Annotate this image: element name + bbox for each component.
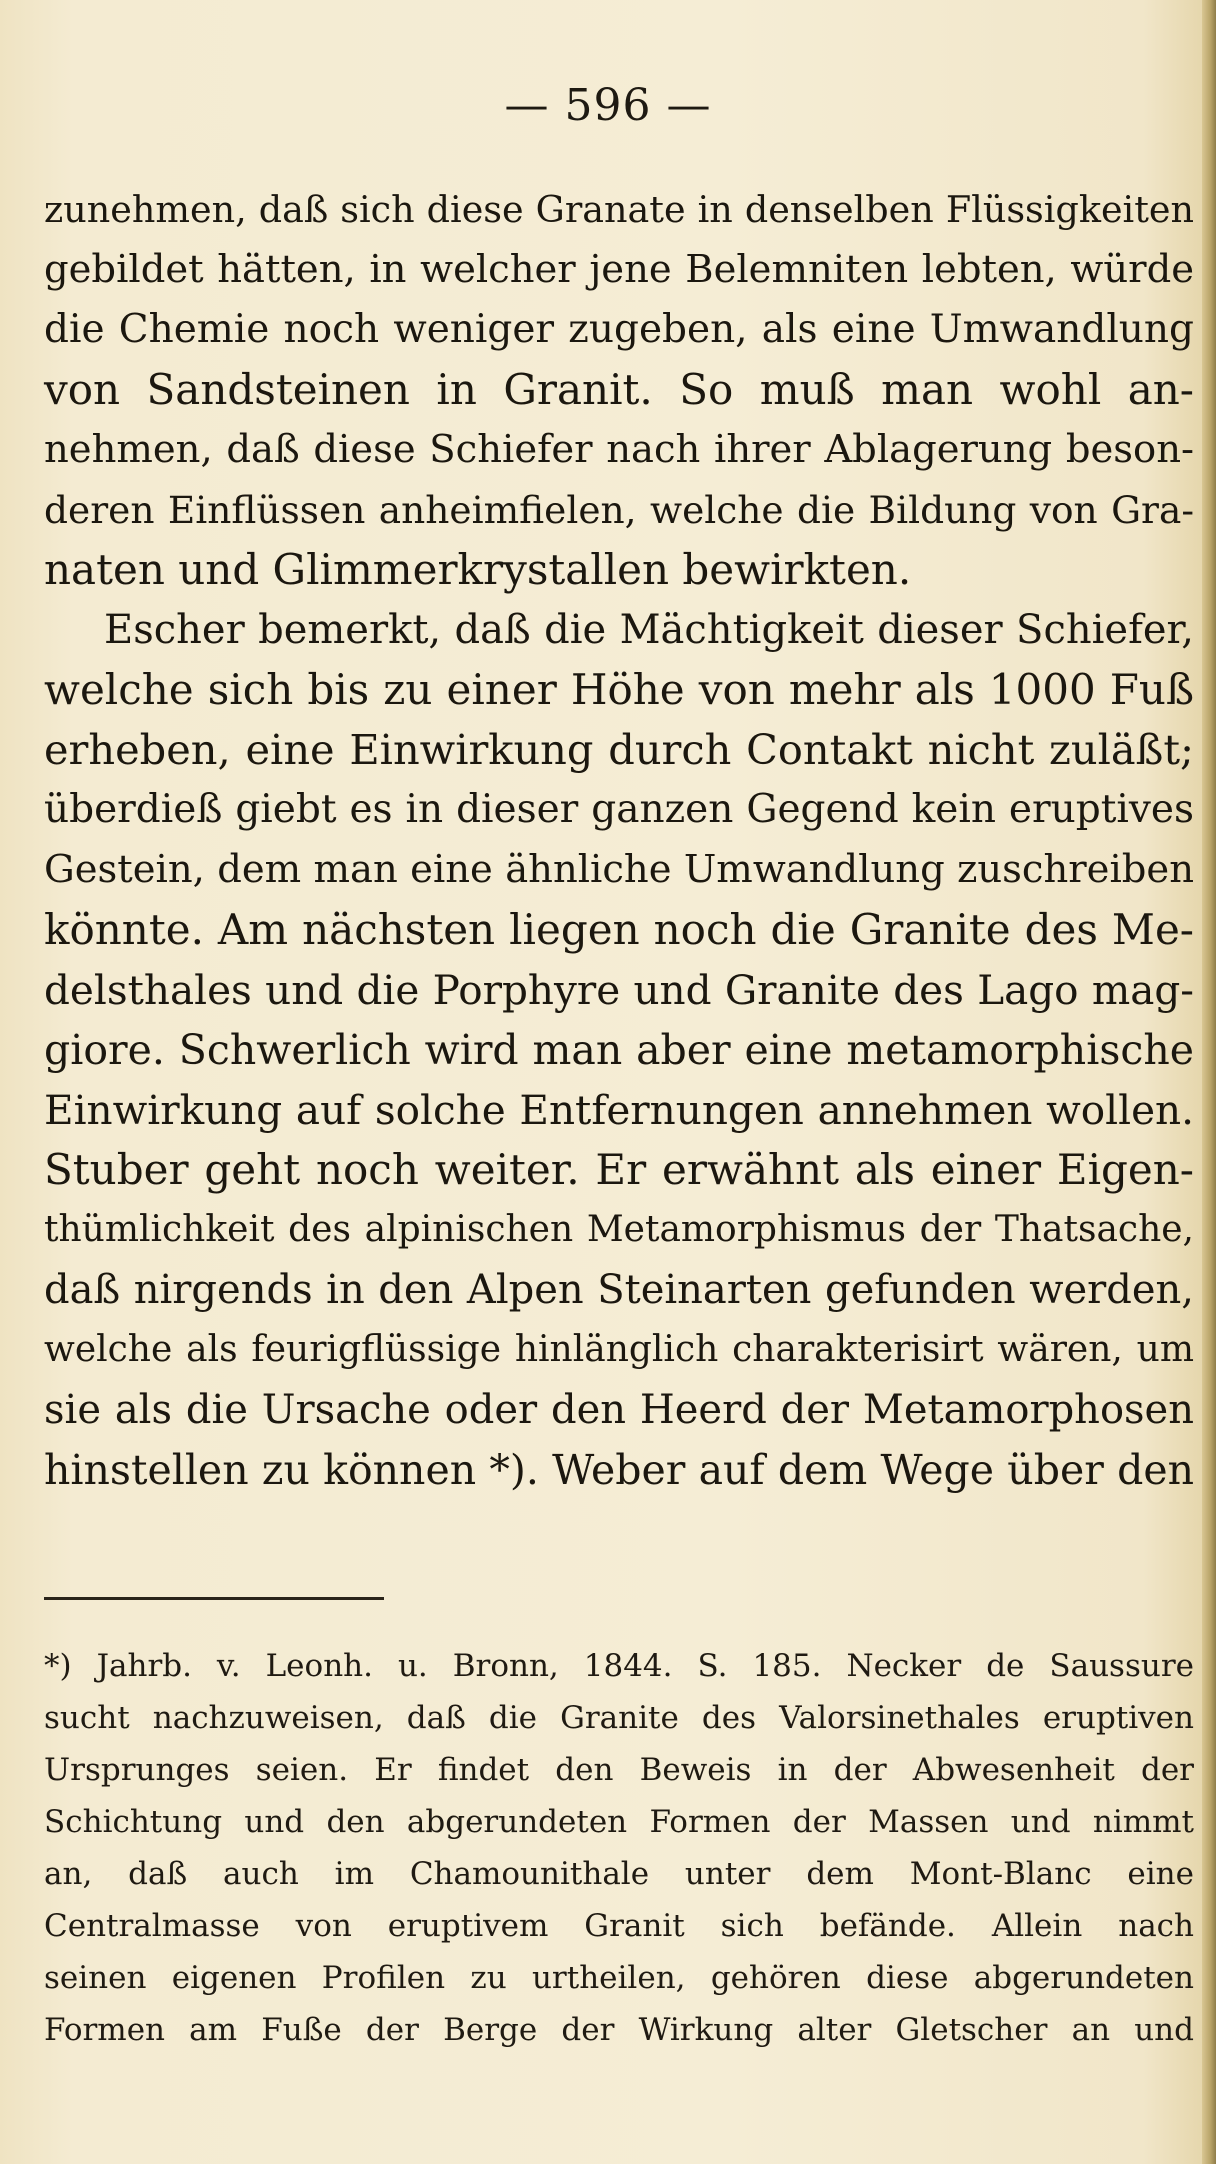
text-line: Einwirkung auf solche Entfernungen annehmen wollen. <box>44 1086 1194 1134</box>
footnote-separator-rule <box>44 1597 384 1600</box>
text-line: deren Einflüssen anheimfielen, welche die Bildung von Gra- <box>44 488 1194 532</box>
page-edge-shadow <box>1202 0 1216 2164</box>
text-line: naten und Glimmerkrystallen bewirkten. <box>44 545 912 594</box>
footnote-line: seinen eigenen Profilen zu urtheilen, gehören diese abgerundeten <box>44 1960 1194 1996</box>
footnote-line: Formen am Fuße der Berge der Wirkung alter Gletscher an und <box>44 2012 1194 2048</box>
text-line: nehmen, daß diese Schiefer nach ihrer Ablagerung beson- <box>44 427 1194 472</box>
page-number: — 596 — <box>504 80 712 131</box>
text-line: zunehmen, daß sich diese Granate in denselben Flüssigkeiten <box>44 188 1194 231</box>
text-line-paragraph-start: Escher bemerkt, daß die Mächtigkeit dieser Schiefer, <box>104 607 1194 653</box>
footnote-line: *) Jahrb. v. Leonh. u. Bronn, 1844. S. 185. Necker de Saussure <box>44 1648 1194 1684</box>
text-line: welche als feurigflüssige hinlänglich charakterisirt wären, um <box>44 1329 1194 1370</box>
text-line: Gestein, dem man eine ähnliche Umwandlung zuschreiben <box>44 847 1194 892</box>
footnote-line: Centralmasse von eruptivem Granit sich befände. Allein nach <box>44 1908 1194 1944</box>
main-text-block <box>44 180 1194 1500</box>
text-line: die Chemie noch weniger zugeben, als eine Umwandlung <box>44 307 1194 352</box>
text-line: hinstellen zu können *). Weber auf dem Wege über den <box>44 1446 1194 1494</box>
text-line: gebildet hätten, in welcher jene Belemniten lebten, würde <box>44 247 1194 292</box>
text-line: welche sich bis zu einer Höhe von mehr als 1000 Fuß <box>44 665 1194 714</box>
text-line: giore. Schwerlich wird man aber eine metamorphische <box>44 1026 1194 1074</box>
text-line: thümlichkeit des alpinischen Metamorphismus der Thatsache, <box>44 1209 1194 1250</box>
text-line: von Sandsteinen in Granit. So muß man wohl an- <box>44 365 1194 414</box>
text-line: delsthales und die Porphyre und Granite des Lago mag- <box>44 966 1194 1014</box>
text-line: Stuber geht noch weiter. Er erwähnt als einer Eigen- <box>44 1145 1194 1194</box>
footnote-line: Schichtung und den abgerundeten Formen der Massen und nimmt <box>44 1804 1194 1840</box>
text-line: sie als die Ursache oder den Heerd der Metamorphosen <box>44 1387 1194 1433</box>
footnote-line: an, daß auch im Chamounithale unter dem Mont-Blanc eine <box>44 1856 1194 1892</box>
footnote-line: Ursprunges seien. Er findet den Beweis in der Abwesenheit der <box>44 1752 1194 1788</box>
text-line: könnte. Am nächsten liegen noch die Granite des Me- <box>44 905 1194 954</box>
text-line: daß nirgends in den Alpen Steinarten gefunden werden, <box>44 1267 1194 1313</box>
footnote-block <box>44 1640 1194 2056</box>
text-line: erheben, eine Einwirkung durch Contakt nicht zuläßt; <box>44 725 1194 774</box>
text-line: überdieß giebt es in dieser ganzen Gegend kein eruptives <box>44 787 1194 832</box>
footnote-line: sucht nachzuweisen, daß die Granite des Valorsinethales eruptiven <box>44 1700 1194 1736</box>
